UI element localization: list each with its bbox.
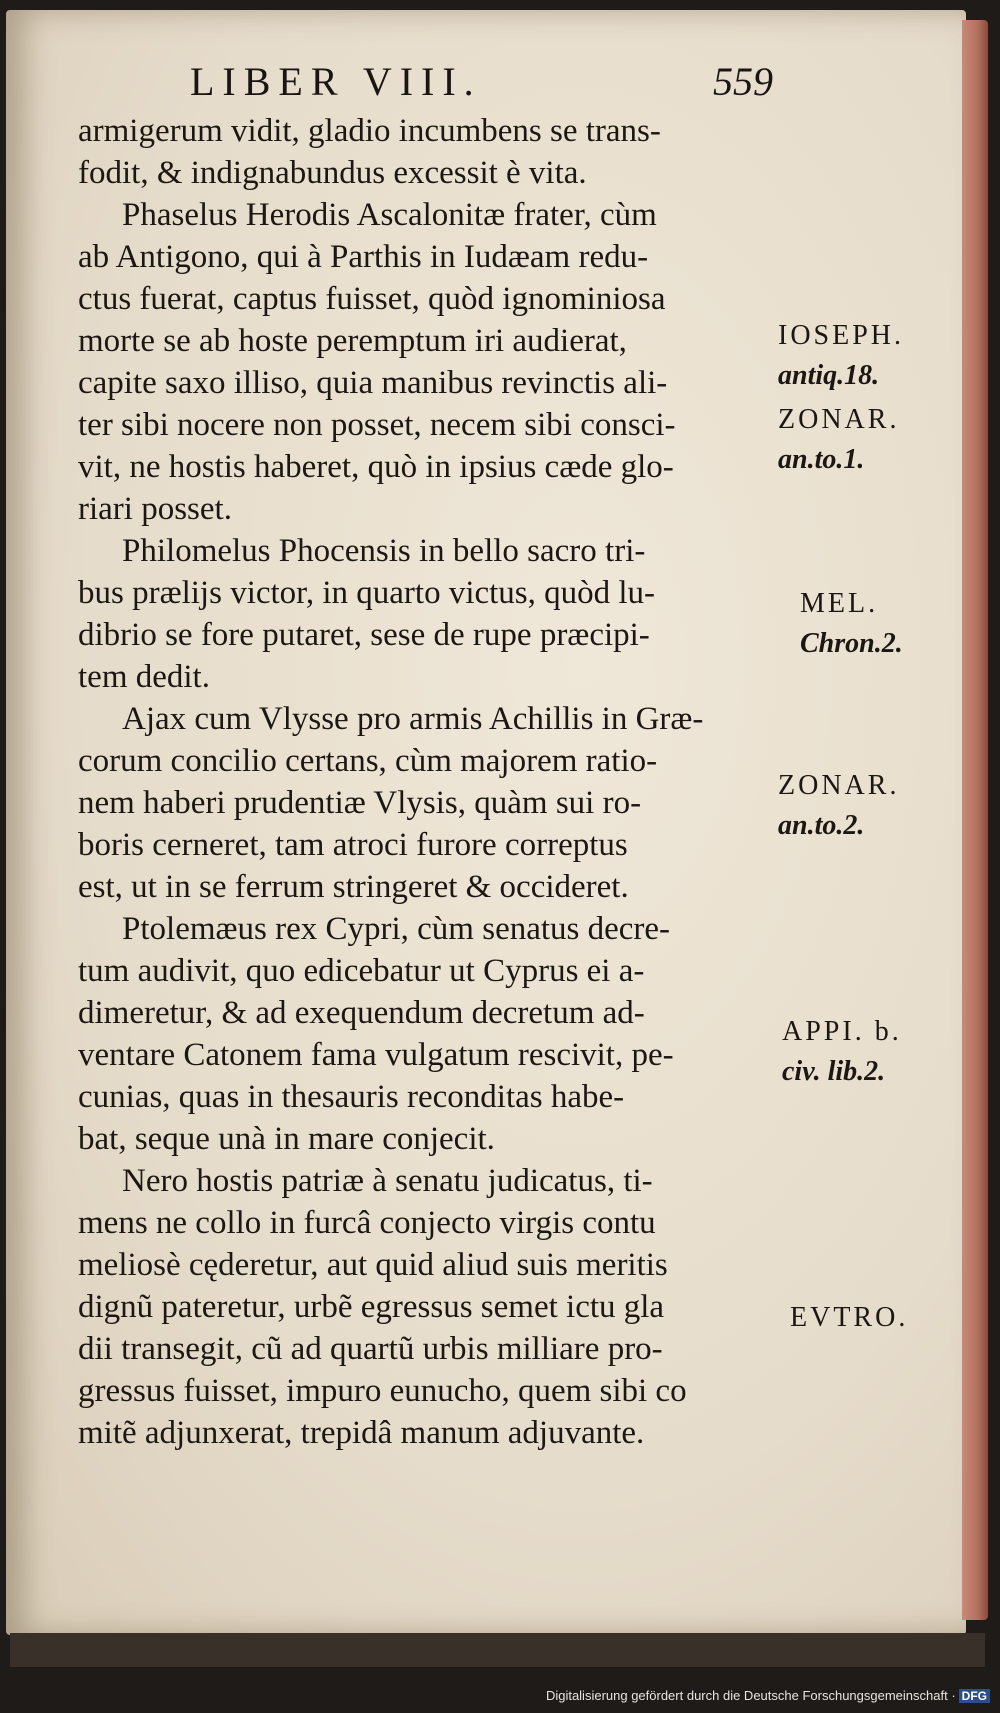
text-line: nem haberi prudentiæ Vlysis, quàm sui ro-: [78, 785, 642, 821]
header-title: LIBER VIII.: [190, 59, 482, 104]
margin-note-joseph: [778, 316, 904, 396]
text-line: mitẽ adjunxerat, trepidâ manum adjuvante.: [78, 1415, 645, 1451]
text-line: meliosè cęderetur, aut quid aliud suis meritis: [78, 1247, 668, 1283]
text-line: corum concilio certans, cùm majorem ratio-: [78, 743, 658, 779]
text-line: Phaselus Herodis Ascalonitæ frater, cùm: [122, 197, 657, 233]
margin-note-author: MEL.: [800, 588, 879, 619]
text-line: dibrio se fore putaret, sese de rupe præcipi-: [78, 617, 650, 653]
text-line: fodit, & indignabundus excessit è vita.: [78, 155, 587, 191]
text-line: vit, ne hostis haberet, quò in ipsius cæde glo-: [78, 449, 674, 485]
text-line: mens ne collo in furcâ conjecto virgis contu: [78, 1205, 656, 1241]
margin-note-ref: an.to.2.: [778, 810, 865, 841]
text-line: Philomelus Phocensis in bello sacro tri-: [122, 533, 646, 569]
margin-note-author: IOSEPH.: [778, 320, 905, 351]
text-line: ctus fuerat, captus fuisset, quòd ignominiosa: [78, 281, 666, 317]
text-line: ter sibi nocere non posset, necem sibi consci-: [78, 407, 676, 443]
text-line: boris cerneret, tam atroci furore correptus: [78, 827, 628, 863]
text-line: dii transegit, cũ ad quartũ urbis milliare pro-: [78, 1331, 663, 1367]
text-line: morte se ab hoste peremptum iri audierat,: [78, 323, 627, 359]
margin-note-ref: civ. lib.2.: [782, 1056, 886, 1087]
margin-note-author: ZONAR.: [778, 770, 900, 801]
margin-note-ref: Chron.2.: [800, 628, 903, 659]
page-number: 559: [713, 59, 773, 104]
margin-note-ref: an.to.1.: [778, 444, 865, 475]
text-line: tem dedit.: [78, 659, 210, 695]
text-line: dignũ pateretur, urbẽ egressus semet ictu gla: [78, 1289, 665, 1325]
text-line: ab Antigono, qui à Parthis in Iudæam redu-: [78, 239, 649, 275]
margin-note-appi: [782, 1012, 902, 1092]
page-bottom-shadow: [10, 1633, 985, 1667]
text-line: Nero hostis patriæ à senatu judicatus, ti-: [122, 1163, 653, 1199]
margin-note-author: ZONAR.: [778, 404, 900, 435]
text-line: est, ut in se ferrum stringeret & occideret.: [78, 869, 629, 905]
text-line: ventare Catonem fama vulgatum rescivit, pe-: [78, 1037, 674, 1073]
margin-note-zonar-2: [778, 766, 899, 846]
text-line: gressus fuisset, impuro eunucho, quem sibi co: [78, 1373, 687, 1409]
text-line: capite saxo illiso, quia manibus revinctis ali-: [78, 365, 668, 401]
text-line: armigerum vidit, gladio incumbens se trans-: [78, 113, 661, 149]
text-line: riari posset.: [78, 491, 232, 527]
margin-note-eutro: [790, 1298, 908, 1338]
text-line: bat, seque unà in mare conjecit.: [78, 1121, 495, 1157]
margin-note-author: APPI. b.: [782, 1016, 902, 1047]
text-line: Ptolemæus rex Cypri, cùm senatus decre-: [122, 911, 671, 947]
body-text: [78, 110, 778, 1454]
digitization-credit: [546, 1688, 990, 1703]
margin-note-ref: antiq.18.: [778, 360, 880, 391]
margin-note-author: EVTRO.: [790, 1302, 909, 1333]
text-line: bus prælijs victor, in quarto victus, quòd lu-: [78, 575, 656, 611]
text-line: dimeretur, & ad exequendum decretum ad-: [78, 995, 645, 1031]
credit-text: Digitalisierung gefördert durch die Deutsche Forschungsgemeinschaft ·: [545, 1688, 956, 1703]
page-edge: [962, 20, 988, 1620]
margin-note-zonar-1: [778, 400, 899, 480]
text-line: cunias, quas in thesauris reconditas habe-: [78, 1079, 625, 1115]
text-line: tum audivit, quo edicebatur ut Cyprus ei a-: [78, 953, 645, 989]
text-line: Ajax cum Vlysse pro armis Achillis in Græ-: [122, 701, 704, 737]
margin-note-mel: [800, 584, 903, 664]
dfg-logo: DFG: [959, 1689, 990, 1703]
